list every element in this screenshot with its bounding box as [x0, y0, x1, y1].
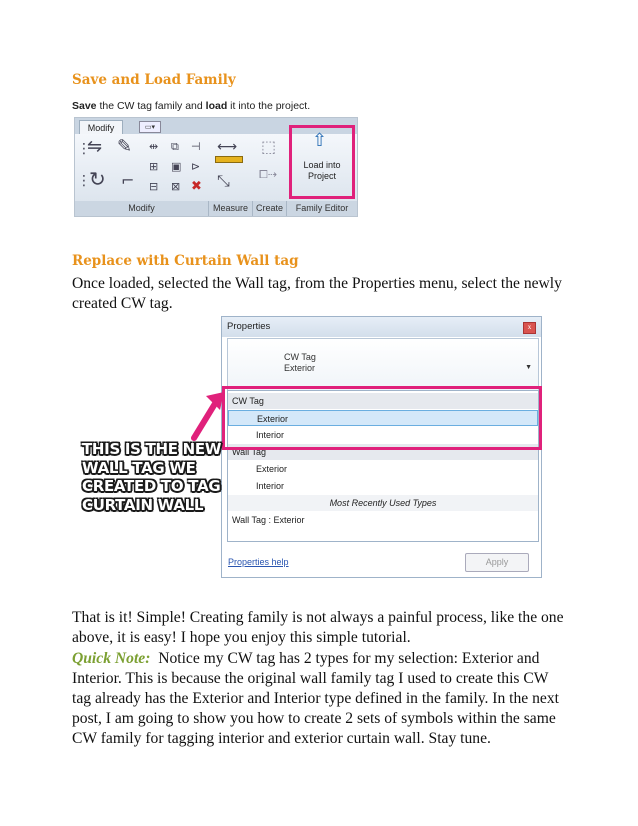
- unpin-icon[interactable]: ⊠: [171, 180, 181, 193]
- callout-line-2: WALL TAG WE: [82, 458, 196, 477]
- load-into-project-button[interactable]: [289, 125, 355, 199]
- type-option-wall-interior[interactable]: Interior: [256, 481, 285, 491]
- array-icon[interactable]: ⊞: [149, 160, 159, 173]
- panel-label-measure: Measure: [209, 201, 253, 216]
- callout-text: [82, 440, 221, 514]
- pin-icon[interactable]: ⊳: [191, 160, 201, 173]
- create-group-icon[interactable]: ⬚: [261, 137, 277, 156]
- close-icon[interactable]: x: [523, 322, 536, 334]
- split-icon[interactable]: ⊣: [191, 140, 201, 153]
- save-load-instruction: [72, 100, 310, 112]
- quick-note-text: Notice my CW tag has 2 types for my selection: Exterior and Interior. This is because the original wall family tag I used to create this CW tag already has the Exterior and Interior type defined in the family. In the next post, I am going to show you how to create 2 sets of symbols within the same CW family for tagging interior and exterior curtain wall. Stay tune.: [72, 650, 559, 747]
- current-family-name: CW Tag: [284, 352, 316, 362]
- panel-label-create: Create: [253, 201, 287, 216]
- create-similar-icon[interactable]: ⧠⇢: [259, 168, 278, 181]
- conclusion-paragraph: That is it! Simple! Creating family is not always a painful process, like the one above, it is easy! I hope you enjoy this simple tutorial.: [72, 609, 564, 646]
- most-recently-used-header: Most Recently Used Types: [228, 495, 538, 511]
- load-into-project-label: Load into Project: [303, 160, 341, 181]
- align-icon[interactable]: ⋮: [77, 141, 91, 157]
- callout-line-1: THIS IS THE NEW: [82, 440, 222, 458]
- cw-tag-highlight-box: [222, 386, 542, 450]
- chevron-down-icon[interactable]: ▼: [525, 363, 532, 371]
- group-wall-tag: Wall Tag: [228, 444, 538, 460]
- dimension-icon[interactable]: [215, 156, 243, 163]
- save-load-heading: Save and Load Family: [72, 72, 236, 88]
- apply-button[interactable]: Apply: [465, 553, 529, 572]
- measure-icon[interactable]: ⟷: [217, 139, 238, 155]
- load-into-project-icon: ⇧: [312, 130, 328, 151]
- type-option-cw-interior[interactable]: Interior: [256, 430, 285, 440]
- type-selector-value: [284, 352, 316, 374]
- create-panel: [253, 134, 287, 201]
- instruction-text-1: the CW tag family and: [96, 100, 206, 112]
- move-icon[interactable]: ⇹: [149, 140, 159, 153]
- measure-panel: [209, 134, 253, 201]
- recent-type-wall-tag-exterior[interactable]: Wall Tag : Exterior: [232, 515, 305, 525]
- tab-dropdown-icon[interactable]: ▭▾: [139, 121, 161, 133]
- callout-line-4: CURTAIN WALL: [82, 495, 204, 514]
- offset-icon[interactable]: ⋮: [77, 173, 91, 189]
- type-option-cw-exterior[interactable]: Exterior: [228, 410, 538, 426]
- properties-title: Properties: [222, 317, 541, 337]
- delete-icon[interactable]: ✖: [191, 179, 202, 194]
- paint-icon[interactable]: ✎: [117, 136, 133, 157]
- callout-arrow-icon: [190, 386, 230, 446]
- panel-label-modify: Modify: [75, 201, 209, 216]
- current-type-name: Exterior: [284, 363, 316, 373]
- quick-note-label: Quick Note:: [72, 650, 151, 667]
- tab-modify[interactable]: Modify: [79, 120, 123, 135]
- scale-icon[interactable]: ▣: [171, 160, 182, 173]
- revit-ribbon: [74, 117, 358, 217]
- trim-icon[interactable]: ⌐: [121, 171, 135, 190]
- type-option-wall-exterior[interactable]: Exterior: [256, 464, 288, 474]
- copy-icon[interactable]: ⧉: [171, 140, 179, 153]
- aligned-dimension-icon[interactable]: ⤡: [217, 171, 230, 190]
- replace-body: Once loaded, selected the Wall tag, from the Properties menu, select the newly created CW tag.: [72, 275, 562, 312]
- save-word: Save: [72, 100, 97, 112]
- callout-line-3: CREATED TO TAG: [82, 477, 221, 495]
- match-properties-icon[interactable]: ⇋: [87, 136, 103, 157]
- quick-note-paragraph: [72, 649, 567, 749]
- panel-label-family-editor: Family Editor: [287, 201, 357, 216]
- properties-help-link[interactable]: Properties help: [228, 557, 289, 567]
- load-word: load: [205, 100, 228, 112]
- rotate-icon[interactable]: ↻: [89, 167, 106, 191]
- instruction-text-2: it into the project.: [227, 100, 311, 112]
- modify-panel: [75, 134, 209, 201]
- group-cw-tag: CW Tag: [228, 393, 538, 409]
- replace-heading: Replace with Curtain Wall tag: [72, 253, 299, 269]
- mirror-icon[interactable]: ⊟: [149, 180, 159, 193]
